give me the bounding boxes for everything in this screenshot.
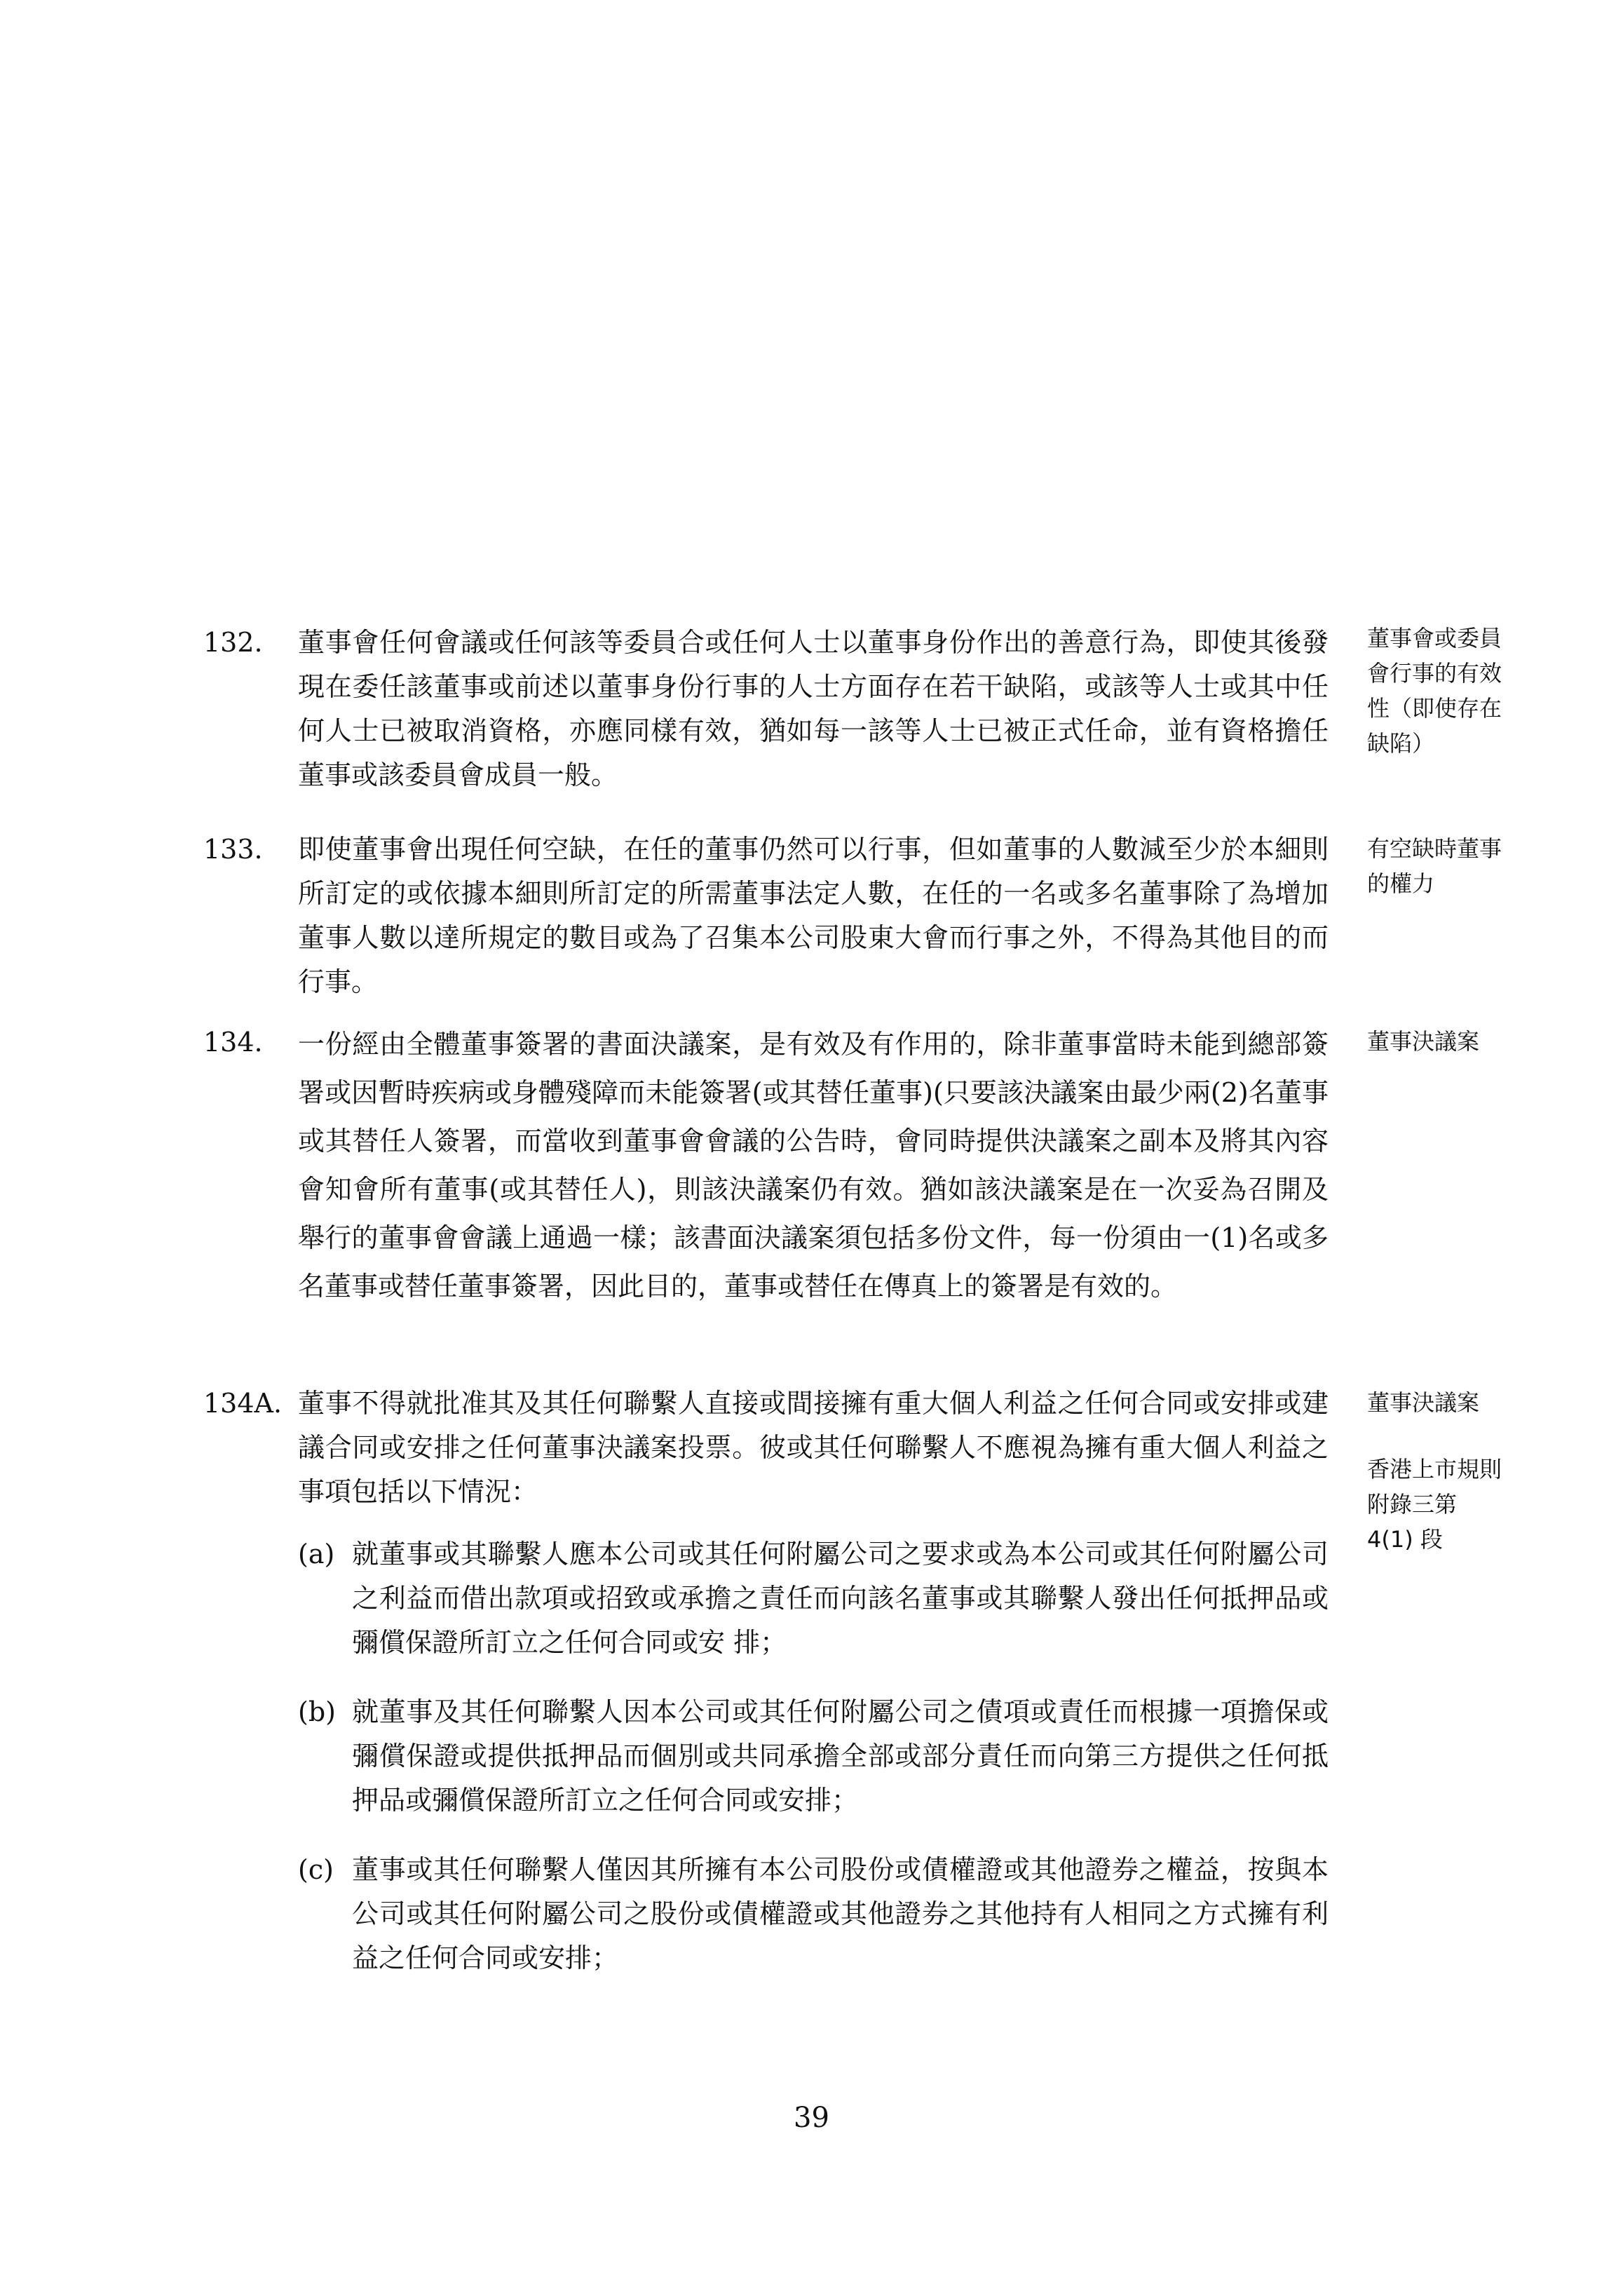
margin-note: 董事決議案 [1367, 1028, 1480, 1055]
clause-text: 董事會任何會議或任何該等委員合或任何人士以董事身份作出的善意行為，即使其後發現在委任該董事或前述以董事身份行事的人士方面存在若干缺陷，或該等人士或其中任何人士已被取消資格，亦應同樣有效，猶如每一該等人士已被正式任命，並有資格擔任董事或該委員會成員一般。 [298, 627, 1329, 790]
clause-number: 134. [203, 1027, 263, 1058]
margin-note-reference: 香港上市規則 附錄三第 4(1) 段 [1367, 1456, 1502, 1553]
sub-item-text: 就董事或其聯繫人應本公司或其任何附屬公司之要求或為本公司或其任何附屬公司之利益而借出款項或招致或承擔之責任而向該名董事或其聯繫人發出任何抵押品或彌償保證所訂立之任何合同或安 排； [352, 1539, 1329, 1658]
margin-note: 董事決議案 [1367, 1389, 1480, 1416]
clause-number: 134A. [203, 1388, 283, 1419]
margin-note: 董事會或委員 會行事的有效 性（即使存在 缺陷） [1367, 625, 1502, 757]
margin-note: 有空缺時董事 的權力 [1367, 835, 1502, 897]
sub-item-text: 董事或其任何聯繫人僅因其所擁有本公司股份或債權證或其他證券之權益，按與本公司或其任何附屬公司之股份或債權證或其他證券之其他持有人相同之方式擁有利益之任何合同或安排； [352, 1854, 1329, 1973]
sub-item-label: (a) [298, 1539, 335, 1569]
sub-item-label: (b) [298, 1696, 336, 1727]
page-number: 39 [794, 2102, 829, 2134]
clause-text: 即使董事會出現任何空缺，在任的董事仍然可以行事，但如董事的人數減至少於本細則所訂定的或依據本細則所訂定的所需董事法定人數，在任的一名或多名董事除了為增加董事人數以達所規定的數目或為了召集本公司股東大會而行事之外，不得為其他目的而行事。 [298, 834, 1329, 997]
sub-item-label: (c) [298, 1854, 334, 1885]
clause-text: 一份經由全體董事簽署的書面決議案，是有效及有作用的，除非董事當時未能到總部簽署或因暫時疾病或身體殘障而未能簽署(或其替任董事)(只要該決議案由最少兩(2)名董事或其替任人簽署，而當收到董事會會議的公告時，會同時提供決議案之副本及將其內容會知會所有董事(或其替任人)，則該決議案仍有效。猶如該決議案是在一次妥為召開及舉行的董事會會議上通過一樣；該書面決議案須包括多份文件，每一份須由一(1)名或多名董事或替任董事簽署，因此目的，董事或替任在傳真上的簽署是有效的。 [298, 1029, 1329, 1302]
clause-number: 133. [203, 834, 263, 865]
clause-text: 董事不得就批准其及其任何聯繫人直接或間接擁有重大個人利益之任何合同或安排或建議合同或安排之任何董事決議案投票。彼或其任何聯繫人不應視為擁有重大個人利益之事項包括以下情況： [298, 1388, 1329, 1507]
sub-item-text: 就董事及其任何聯繫人因本公司或其任何附屬公司之債項或責任而根據一項擔保或彌償保證或提供抵押品而個別或共同承擔全部或部分責任而向第三方提供之任何抵押品或彌償保證所訂立之任何合同或安排； [352, 1696, 1329, 1816]
clause-number: 132. [203, 627, 263, 658]
